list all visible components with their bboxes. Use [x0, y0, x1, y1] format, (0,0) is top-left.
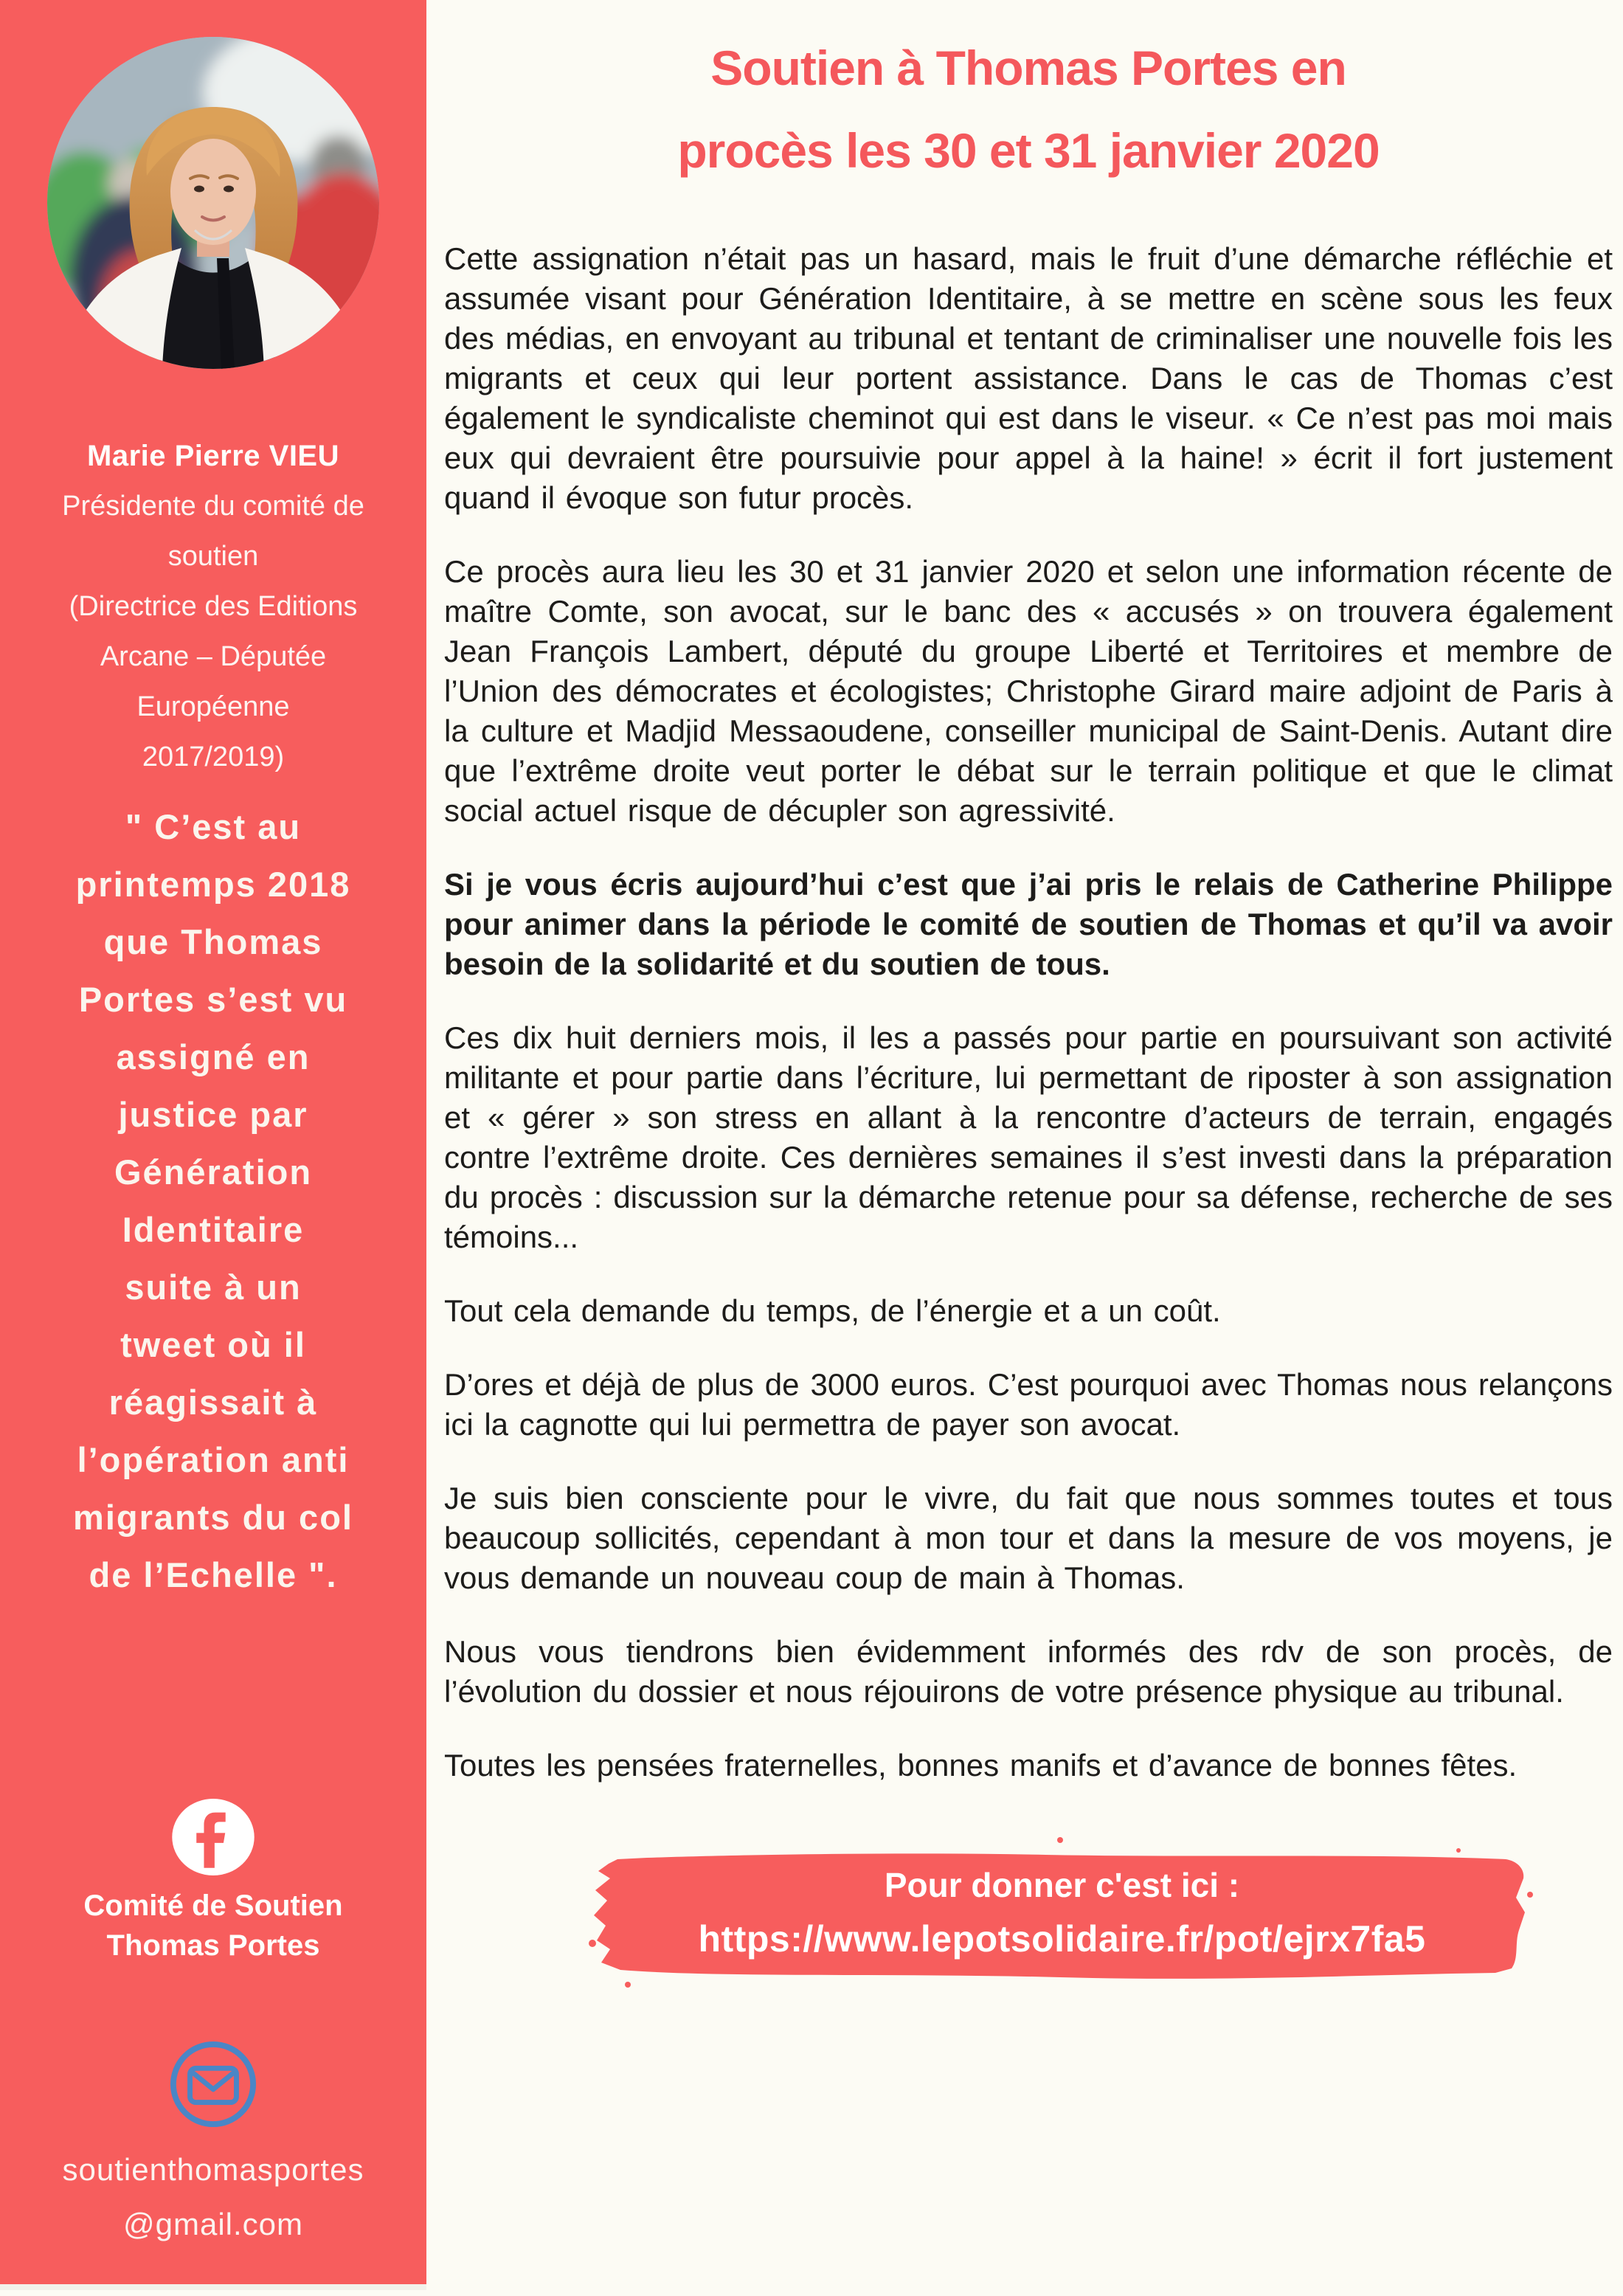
committee-line: Comité de Soutien — [83, 1889, 343, 1922]
facebook-icon[interactable] — [172, 1799, 255, 1875]
email-line: @gmail.com — [122, 2207, 303, 2241]
quote-line: que Thomas — [103, 922, 323, 961]
profile-photo-illustration — [47, 37, 379, 369]
donation-url[interactable]: https://www.lepotsolidaire.fr/pot/ejrx7fa5 — [698, 1918, 1426, 1960]
quote-line: migrants du col — [73, 1498, 353, 1537]
person-name: Marie Pierre VIEU — [87, 440, 339, 472]
donation-banner — [588, 1833, 1536, 1991]
paragraph: D’ores et déjà de plus de 3000 euros. C’est pourquoi avec Thomas nous relançons ici la cagnotte qui lui permettra de payer son avocat. — [444, 1367, 1613, 1442]
quote-line: l’opération anti — [77, 1440, 350, 1479]
quote-line: Portes s’est vu — [78, 980, 348, 1019]
quote-line: " C’est au — [125, 807, 302, 846]
role-line: Européenne — [136, 691, 290, 722]
page-title — [444, 27, 1613, 192]
main-content — [426, 0, 1623, 1991]
donation-call — [588, 1833, 1536, 1991]
paragraph: Tout cela demande du temps, de l’énergie et a un coût. — [444, 1293, 1221, 1328]
quote-line: suite à un — [125, 1268, 302, 1307]
quote-line: réagissait à — [108, 1383, 318, 1422]
quote-line: printemps 2018 — [75, 865, 351, 904]
page-title-line: Soutien à Thomas Portes en — [710, 41, 1346, 95]
role-line: Arcane – Députée — [100, 641, 327, 672]
quote-line: tweet où il — [120, 1325, 306, 1364]
role-line: Présidente du comité de — [62, 491, 364, 522]
paragraph: Toutes les pensées fraternelles, bonnes manifs et d’avance de bonnes fêtes. — [444, 1748, 1518, 1782]
paragraph-emphasis: Si je vous écris aujourd’hui c’est que j’ai pris le relais de Catherine Philippe pour animer dans la période le comité de soutien de Thomas et qu’il va avoir besoin de la solidarité et du soutien de tous. — [444, 867, 1613, 981]
email-line: soutienthomasportes — [62, 2152, 364, 2187]
role-line: 2017/2019) — [142, 741, 285, 772]
quote — [0, 798, 426, 1667]
sidebar-bottom-strip — [0, 2284, 426, 2290]
envelope-icon[interactable] — [168, 2039, 258, 2129]
page-title-line: procès les 30 et 31 janvier 2020 — [677, 123, 1380, 178]
quote-line: Identitaire — [122, 1210, 305, 1249]
contact-email[interactable] — [0, 2143, 426, 2252]
committee-name — [0, 1886, 426, 1965]
quote-line: assigné en — [116, 1037, 311, 1076]
paragraph: Je suis bien consciente pour le vivre, du fait que nous sommes toutes et tous beaucoup sollicités, cependant à mon tour et dans la mesure de vos moyens, je vous demande un nouveau coup de main à Thomas. — [444, 1481, 1613, 1595]
profile-photo — [47, 37, 379, 369]
paragraph: Ce procès aura lieu les 30 et 31 janvier 2020 et selon une information récente de maître Comte, son avocat, sur le banc des « accusés » on trouvera également Jean François Lambert, député du groupe Liberté et Territoires et membre de l’Union des démocrates et écologistes; Christophe Girard maire adjoint de Paris à la culture et Madjid Messaoudene, conseiller municipal de Saint-Denis. Autant dire que l’extrême droite veut porter le débat sur le terrain politique et que le climat social actuel risque de décupler son agressivité. — [444, 554, 1613, 828]
paragraph: Cette assignation n’était pas un hasard, mais le fruit d’une démarche réfléchie et assumée visant pour Génération Identitaire, à se mettre en scène sous les feux des médias, en envoyant au tribunal et tentant de criminaliser une nouvelle fois les migrants et ceux qui leur portent assistance. Dans le cas de Thomas c’est également le syndicaliste cheminot qui est dans le viseur. « Ce n’est pas moi mais eux qui devraient être poursuivie pour appel à la haine! » écrit il fort justement quand il évoque son futur procès. — [444, 241, 1613, 515]
quote-line: Génération — [114, 1152, 313, 1192]
role-line: soutien — [167, 541, 259, 572]
quote-line: de l’Echelle ". — [89, 1555, 338, 1594]
quote-line: justice par — [118, 1095, 308, 1134]
committee-line: Thomas Portes — [106, 1929, 320, 1962]
person-role — [0, 481, 426, 782]
paragraph: Nous vous tiendrons bien évidemment informés des rdv de son procès, de l’évolution du dossier et nous réjouirons de votre présence physique au tribunal. — [444, 1634, 1613, 1709]
paragraph: Ces dix huit derniers mois, il les a passés pour partie en poursuivant son activité militante et pour partie dans l’écriture, lui permettant de riposter à son assignation et « gérer » son stress en allant à la rencontre d’acteurs de terrain, engagés contre l’extrême droite. Ces dernières semaines il s’est investi dans la préparation du procès : discussion sur la démarche retenue pour sa défense, recherche de ses témoins... — [444, 1020, 1613, 1254]
donation-label: Pour donner c'est ici : — [884, 1865, 1240, 1904]
role-line: (Directrice des Editions — [69, 591, 358, 622]
sidebar — [0, 0, 426, 2290]
